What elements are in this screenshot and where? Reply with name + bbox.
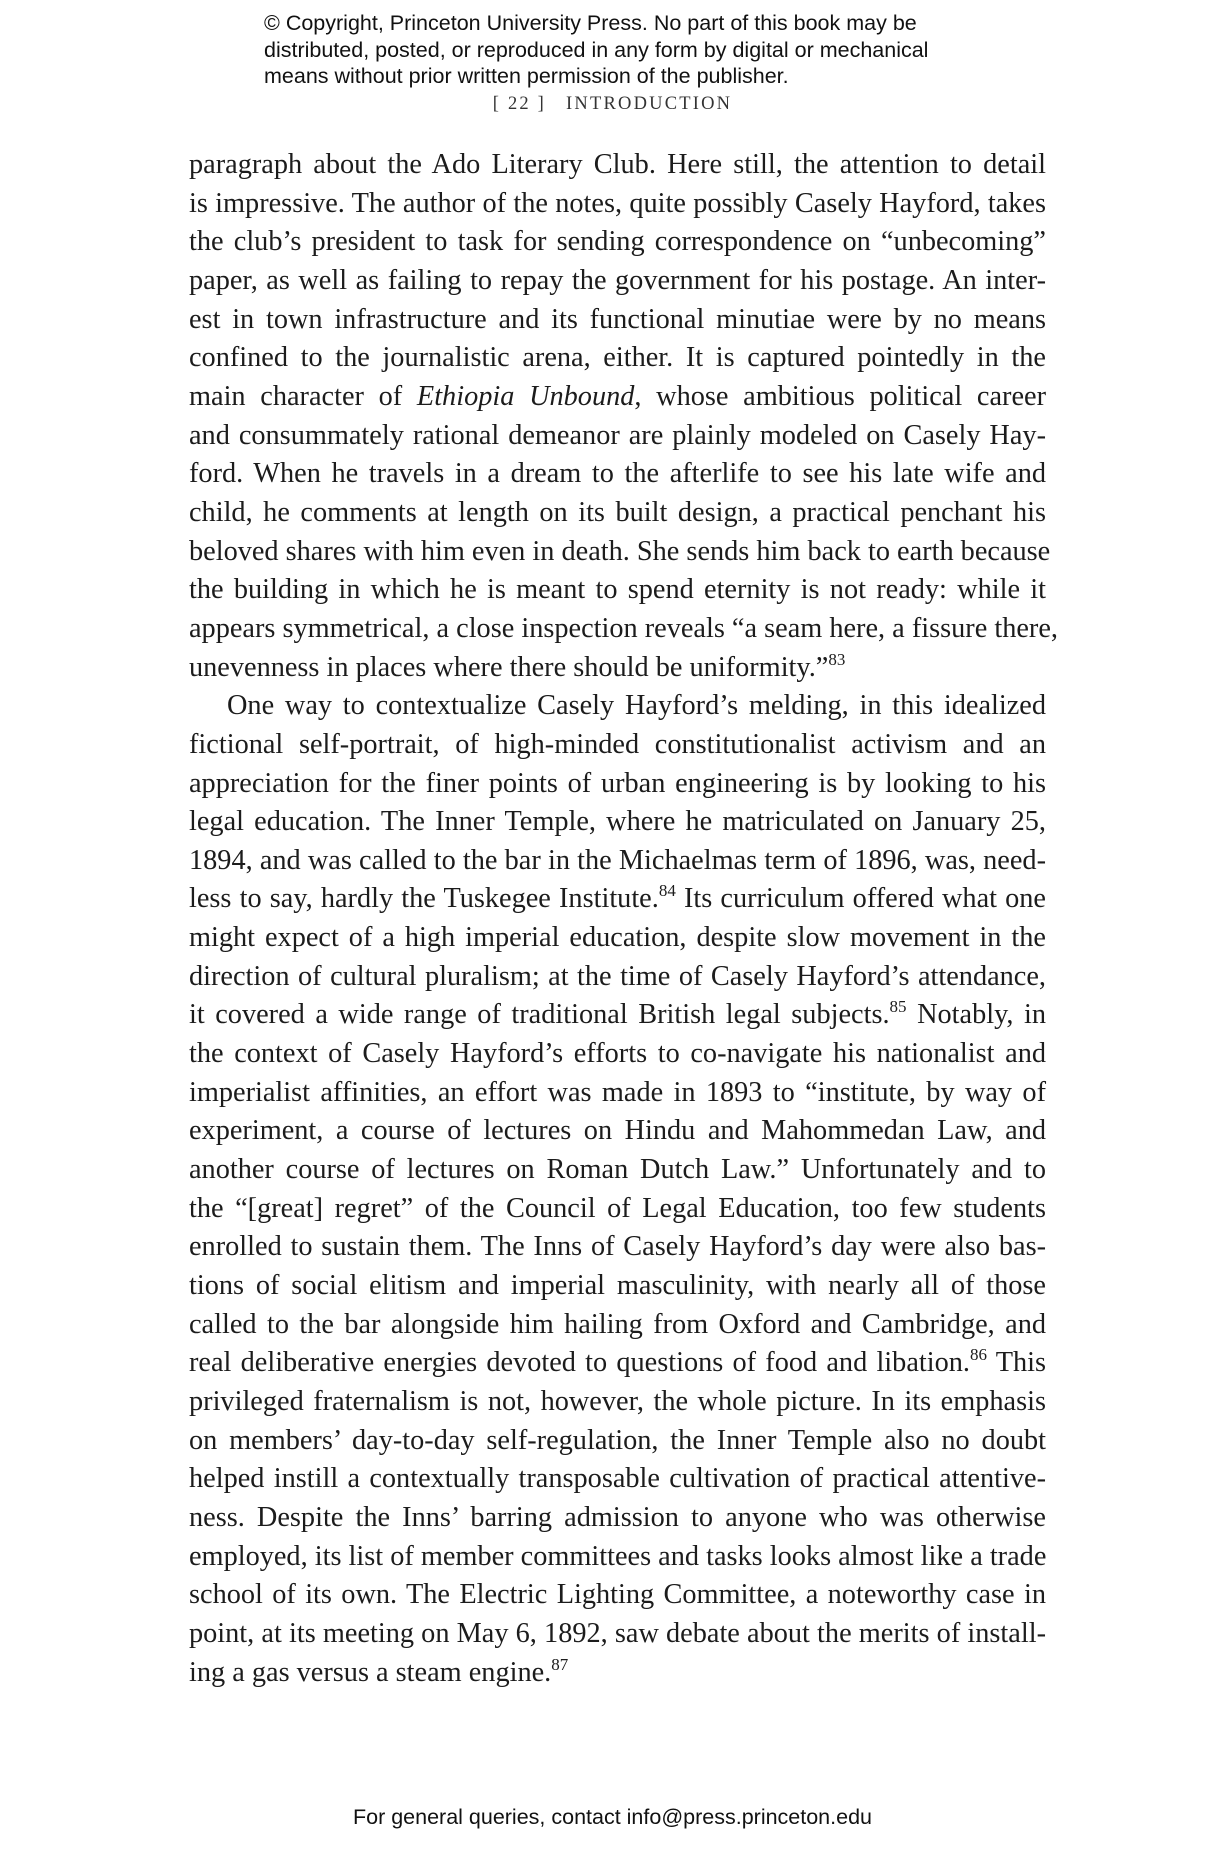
text-line: imperialist affinities, an effort was made in 1893 to “institute, by way of	[189, 1076, 1046, 1108]
text-line: might expect of a high imperial education, despite slow movement in the	[189, 922, 1046, 954]
text-line: paragraph about the Ado Literary Club. Here still, the attention to detail	[189, 149, 1046, 180]
text-line: helped instill a contextually transposable cultivation of practical attentive-	[189, 1463, 1046, 1495]
text-line: appreciation for the finer points of urban engineering is by looking to his	[189, 767, 1046, 799]
text-line: the “[great] regret” of the Council of Legal Education, too few students	[189, 1192, 1046, 1224]
text-line: paper, as well as failing to repay the government for his postage. An inter-	[189, 264, 1046, 296]
footnote-ref: 87	[551, 1654, 569, 1674]
text-line: the club’s president to task for sending correspondence on “unbecoming”	[189, 226, 1046, 258]
text-line: fictional self-portrait, of high-minded constitutionalist activism and an	[189, 728, 1046, 760]
footnote-ref: 86	[969, 1345, 987, 1365]
text-line: direction of cultural pluralism; at the time of Casely Hayford’s attendance,	[189, 960, 1046, 992]
text-line: 1894, and was called to the bar in the Michaelmas term of 1896, was, need-	[189, 844, 1046, 876]
copyright-line: © Copyright, Princeton University Press. No part of this book may be	[264, 11, 917, 35]
text-run: real deliberative energies devoted to questions of food and libation.	[189, 1347, 970, 1379]
text-line: point, at its meeting on May 6, 1892, saw debate about the merits of install-	[189, 1617, 1046, 1649]
text-run: This	[986, 1347, 1046, 1379]
book-title: Ethiopia Unbound	[416, 380, 635, 412]
text-run: it covered a wide range of traditional British legal subjects.	[189, 999, 890, 1031]
text-line: and consummately rational demeanor are plainly modeled on Casely Hay-	[189, 419, 1046, 451]
text-line: the building in which he is meant to spend eternity is not ready: while it	[189, 574, 1046, 606]
text-line: confined to the journalistic arena, either. It is captured pointedly in the	[189, 342, 1046, 374]
running-head	[0, 94, 1225, 115]
footnote-ref: 85	[889, 997, 907, 1017]
text-line: employed, its list of member committees and tasks looks almost like a trade	[189, 1540, 1047, 1572]
paragraph	[189, 146, 1058, 687]
text-run: less to say, hardly the Tuskegee Institute.	[189, 883, 659, 915]
text-line: the context of Casely Hayford’s efforts to co-navigate his nationalist and	[189, 1038, 1046, 1070]
footer-contact: For general queries, contact info@press.princeton.edu	[352, 1805, 872, 1829]
text-line: ford. When he travels in a dream to the afterlife to see his late wife and	[189, 458, 1046, 490]
footnote-ref: 83	[828, 649, 846, 669]
text-line: est in town infrastructure and its functional minutiae were by no means	[189, 303, 1046, 335]
copyright-notice	[264, 10, 1024, 90]
text-line	[189, 1654, 1046, 1693]
text-line: another course of lectures on Roman Dutch Law.” Unfortunately and to	[189, 1154, 1046, 1186]
copyright-line: distributed, posted, or reproduced in any form by digital or mechanical	[264, 37, 929, 62]
text-line	[189, 996, 1046, 1035]
text-line: called to the bar alongside him hailing from Oxford and Cambridge, and	[189, 1308, 1046, 1340]
text-line: One way to contextualize Casely Hayford’s melding, in this idealized	[227, 690, 1046, 722]
text-run: main character of	[189, 380, 417, 412]
text-line	[189, 378, 1046, 417]
page-number: [ 22 ]	[492, 94, 547, 114]
text-line: school of its own. The Electric Lighting Committee, a noteworthy case in	[189, 1579, 1046, 1611]
text-line: ness. Despite the Inns’ barring admission to anyone who was otherwise	[189, 1501, 1046, 1533]
text-line: legal education. The Inner Temple, where he matriculated on January 25,	[189, 806, 1046, 838]
copyright-line: means without prior written permission of the publisher.	[264, 64, 789, 88]
text-run: ing a gas versus a steam engine.	[189, 1656, 552, 1688]
text-line: on members’ day-to-day self-regulation, the Inner Temple also no doubt	[189, 1424, 1046, 1456]
text-run: Its curriculum offered what one	[675, 883, 1046, 915]
text-line	[189, 649, 1046, 688]
text-line: enrolled to sustain them. The Inns of Casely Hayford’s day were also bas-	[189, 1231, 1046, 1263]
text-line: is impressive. The author of the notes, quite possibly Casely Hayford, takes	[189, 187, 1046, 219]
text-run: , whose ambitious political career	[634, 380, 1046, 412]
text-line	[189, 880, 1046, 919]
text-run: unevenness in places where there should be uniformity.”	[189, 651, 829, 683]
section-title: INTRODUCTION	[566, 94, 733, 114]
paragraph	[189, 687, 1046, 1692]
body-text	[189, 146, 1058, 1692]
footnote-ref: 84	[658, 881, 676, 901]
text-line: tions of social elitism and imperial masculinity, with nearly all of those	[189, 1270, 1046, 1302]
text-line: child, he comments at length on its built design, a practical penchant his	[189, 496, 1046, 528]
text-line: appears symmetrical, a close inspection reveals “a seam here, a fissure there,	[189, 612, 1058, 644]
text-line: beloved shares with him even in death. She sends him back to earth because	[189, 535, 1051, 567]
text-line: privileged fraternalism is not, however, the whole picture. In its emphasis	[189, 1386, 1046, 1417]
text-line: experiment, a course of lectures on Hindu and Mahommedan Law, and	[189, 1115, 1046, 1147]
text-run: Notably, in	[906, 999, 1047, 1031]
text-line	[189, 1344, 1046, 1383]
